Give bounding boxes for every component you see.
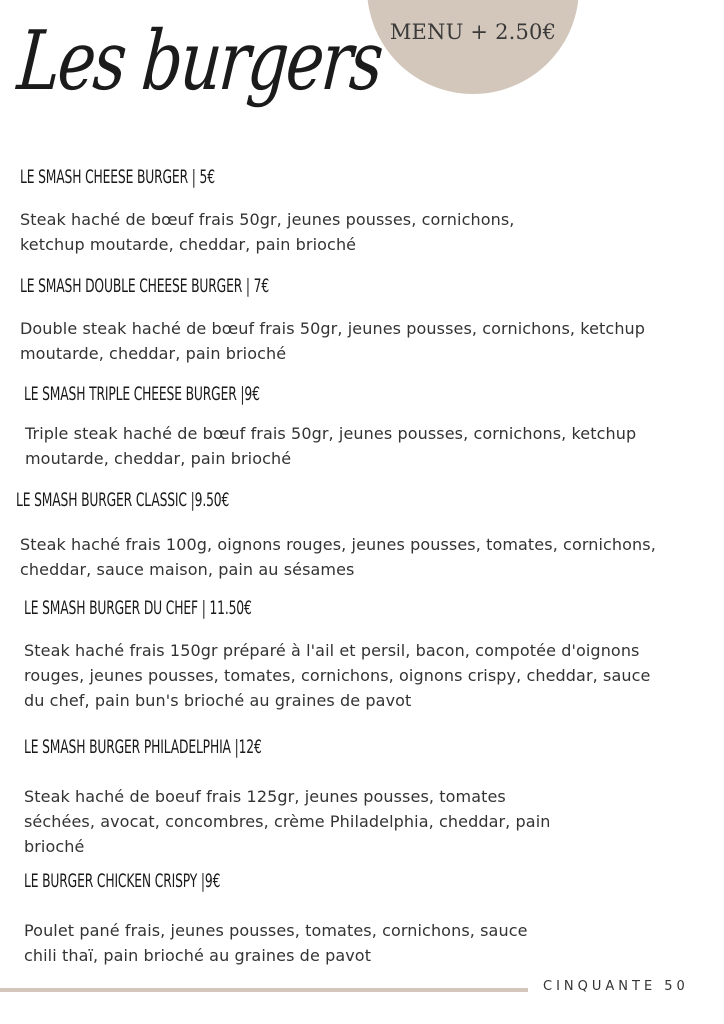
decorative-circle bbox=[367, 0, 579, 94]
desc-line: Steak haché de boeuf frais 125gr, jeunes pousses, tomates bbox=[24, 787, 506, 806]
item-desc-smash-classic bbox=[20, 532, 656, 582]
item-desc-chicken-crispy bbox=[24, 918, 528, 968]
item-title-smash-cheese: LE SMASH CHEESE BURGER | 5€ bbox=[20, 166, 215, 188]
desc-line: chili thaï, pain brioché au graines de pavot bbox=[24, 946, 372, 965]
item-title-smash-double: LE SMASH DOUBLE CHEESE BURGER | 7€ bbox=[20, 275, 270, 297]
desc-line: Poulet pané frais, jeunes pousses, tomates, cornichons, sauce bbox=[24, 921, 528, 940]
item-desc-smash-chef bbox=[24, 638, 650, 713]
footer-brand: CINQUANTE 50 bbox=[543, 979, 689, 994]
desc-line: Steak haché frais 100g, oignons rouges, jeunes pousses, tomates, cornichons, bbox=[20, 535, 656, 554]
page-title: Les burgers bbox=[14, 14, 385, 109]
desc-line: brioché bbox=[24, 837, 85, 856]
item-title-smash-chef: LE SMASH BURGER DU CHEF | 11.50€ bbox=[24, 597, 252, 619]
desc-line: ketchup moutarde, cheddar, pain brioché bbox=[20, 235, 357, 254]
menu-price-badge: MENU + 2.50€ bbox=[389, 20, 557, 44]
item-title-smash-philadelphia: LE SMASH BURGER PHILADELPHIA |12€ bbox=[24, 736, 262, 758]
item-title-chicken-crispy: LE BURGER CHICKEN CRISPY |9€ bbox=[24, 870, 221, 892]
desc-line: moutarde, cheddar, pain brioché bbox=[20, 344, 287, 363]
item-desc-smash-philadelphia bbox=[24, 784, 550, 859]
desc-line: cheddar, sauce maison, pain au sésames bbox=[20, 560, 355, 579]
desc-line: Steak haché frais 150gr préparé à l'ail et persil, bacon, compotée d'oignons bbox=[24, 641, 640, 660]
desc-line: Triple steak haché de bœuf frais 50gr, jeunes pousses, cornichons, ketchup bbox=[25, 424, 637, 443]
desc-line: Steak haché de bœuf frais 50gr, jeunes pousses, cornichons, bbox=[20, 210, 515, 229]
desc-line: du chef, pain bun's brioché au graines de pavot bbox=[24, 691, 412, 710]
item-title-smash-classic: LE SMASH BURGER CLASSIC |9.50€ bbox=[16, 489, 230, 511]
item-desc-smash-triple bbox=[25, 421, 636, 471]
desc-line: séchées, avocat, concombres, crème Philadelphia, cheddar, pain bbox=[24, 812, 551, 831]
desc-line: Double steak haché de bœuf frais 50gr, jeunes pousses, cornichons, ketchup bbox=[20, 319, 646, 338]
desc-line: moutarde, cheddar, pain brioché bbox=[25, 449, 292, 468]
item-desc-smash-double bbox=[20, 316, 645, 366]
footer-divider bbox=[0, 988, 528, 992]
item-title-smash-triple: LE SMASH TRIPLE CHEESE BURGER |9€ bbox=[24, 383, 260, 405]
desc-line: rouges, jeunes pousses, tomates, cornichons, oignons crispy, cheddar, sauce bbox=[24, 666, 651, 685]
item-desc-smash-cheese bbox=[20, 207, 514, 257]
